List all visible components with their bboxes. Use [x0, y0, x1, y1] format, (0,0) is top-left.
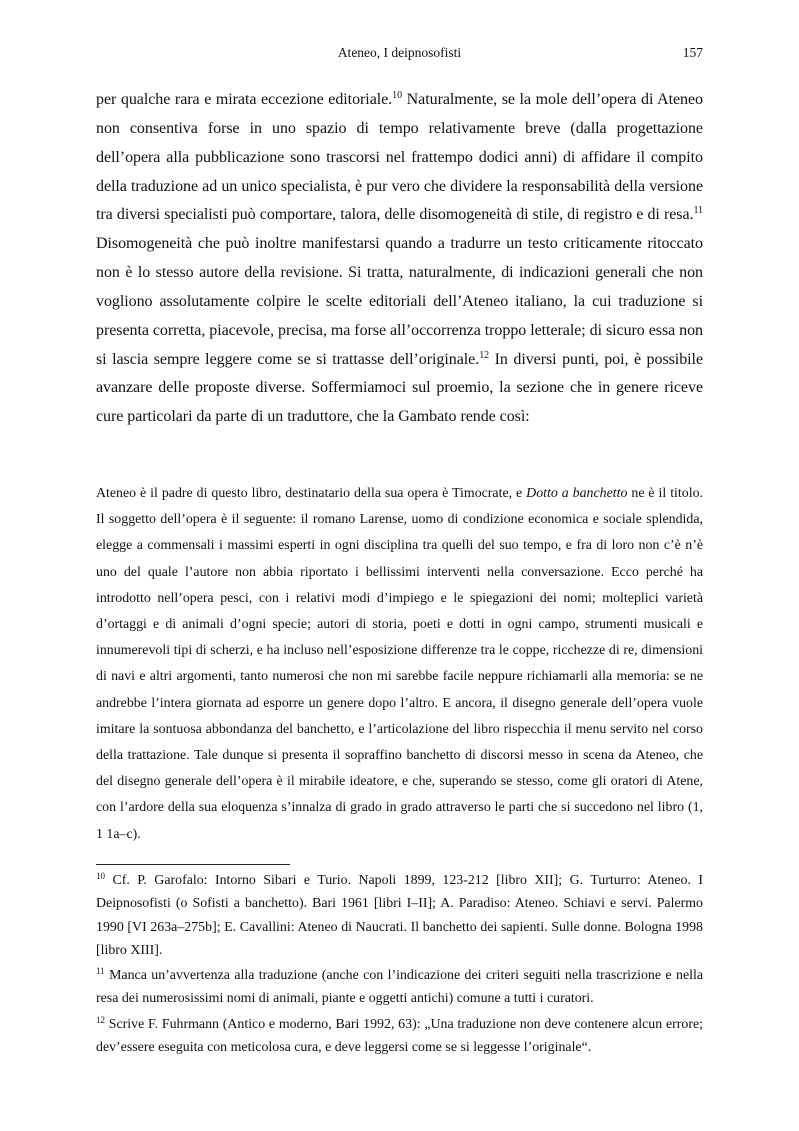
footnote-text: Scrive F. Fuhrmann (Antico e moderno, Bari 1992, 63): „Una traduzione non deve contenere alcun errore; dev’essere eseguita con meticolosa cura, e deve leggersi come se si leggesse l’originale“. — [96, 1016, 703, 1056]
text-segment: Disomogeneità che può inoltre manifestarsi quando a tradurre un testo criticamente ritoccato non è lo stesso autore della revisione. Si tratta, naturalmente, di indicazioni generali che non vogliono assolutamente colpire le scelte editoriali dell’Ateneo italiano, la cui traduzione si presenta corretta, piacevole, precisa, ma forse all’occorrenza troppo letterale; di sicuro essa non si lascia sempre leggere come se si trattasse dell’originale. — [96, 235, 703, 368]
running-header — [96, 45, 703, 63]
footnote-number: 10 — [96, 871, 105, 881]
footnote-text: Manca un’avvertenza alla traduzione (anche con l’indicazione dei criteri seguiti nella trascrizione e nella resa dei numerosissimi nomi di animali, piante e oggetti antichi) comune a tutti i curatori. — [96, 968, 703, 1007]
block-quote — [96, 481, 703, 848]
page-number: 157 — [682, 45, 703, 60]
paragraph — [96, 86, 703, 432]
footnote-number: 12 — [96, 1014, 105, 1025]
footnote-12 — [96, 1013, 703, 1060]
footnotes — [96, 869, 703, 1061]
quote-italic-title: Dotto a banchetto — [526, 486, 628, 501]
footnote-ref-12[interactable]: 12 — [479, 349, 490, 361]
footnote-number: 11 — [96, 966, 105, 977]
footnote-ref-11[interactable]: 11 — [693, 205, 703, 217]
quote-text: Ateneo è il padre di questo libro, destinatario della sua opera è Timocrate, e — [96, 486, 527, 501]
footnote-11 — [96, 964, 703, 1011]
text-segment: Naturalmente, se la mole dell’opera di Ateneo non consentiva forse in uno spazio di tempo relativamente breve (dalla progettazione dell’opera alla pubblicazione sono trascorsi nel frattempo dodici anni) di affidare il compito della traduzione ad un unico specialista, è pur vero che dividere la responsabilità della versione tra diversi specialisti può comportare, talora, delle disomogeneità di stile, di registro e di resa. — [96, 91, 703, 224]
footnote-10 — [96, 869, 703, 962]
footnote-ref-10[interactable]: 10 — [392, 90, 403, 101]
quote-text: ne è il titolo. Il soggetto dell’opera è il seguente: il romano Larense, uomo di condizione economica e sociale splendida, elegge a commensali i massimi esperti in ogni disciplina tra quelli del suo tempo, e fra di loro non c’è n’è uno del quale l’autore non abbia riportato i bellissimi interventi nella conversazione. Ecco perché ha introdotto nell’opera pesci, con i relativi modi d’impiego e le spiegazioni dei nomi; molteplici varietà d’ortaggi e di animali d’ogni specie; autori di storia, poeti e dotti in ogni campo, strumenti musicali e innumerevoli tipi di scherzi, e ha incluso nell’esposizione differenze tra le coppe, ricchezze di re, dimensioni di navi e altri argomenti, tanto numerosi che non mi sarebbe facile neppure richiamarli alla memoria: se ne andrebbe l’intera giornata ad esporre un genere dopo l’altro. E ancora, il disegno generale dell’opera vuole imitare la sontuosa abbondanza del banchetto, e l’articolazione del libro rispecchia il menu servito nel corso della trattazione. Tale dunque si presenta il sopraffino banchetto di discorsi messo in scena da Ateneo, che del disegno generale dell’opera è il mirabile ideatore, e che, superando se stesso, come gli oratori di Atene, con l’ardore della sua eloquenza s’innalza di grado in grado attraverso le parti che si succedono nel libro (1, 1 1a–c). — [96, 486, 703, 842]
main-paragraph — [96, 86, 703, 432]
footnote-text: Cf. P. Garofalo: Intorno Sibari e Turio. Napoli 1899, 123-212 [libro XII]; G. Turturro: Ateneo. I Deipnosofisti (o Sofisti a banchetto). Bari 1961 [libri I–II]; A. Paradiso: Ateneo. Schiavi e servi. Palermo 1990 [VI 263a–275b]; E. Cavallini: Ateneo di Naucrati. Il banchetto dei sapienti. Sulle donne. Bologna 1998 [libro XIII]. — [96, 873, 703, 958]
text-segment: In diversi punti, poi, è possibile avanzare delle proposte diverse. Soffermiamoci sul proemio, la sezione che in genere riceve cure particolari da parte di un traduttore, che la Gambato rende così: — [96, 350, 703, 426]
footnote-separator — [96, 864, 290, 865]
text-segment: per qualche rara e mirata eccezione editoriale. — [96, 91, 393, 108]
running-title: Ateneo, I deipnosofisti — [337, 45, 462, 60]
